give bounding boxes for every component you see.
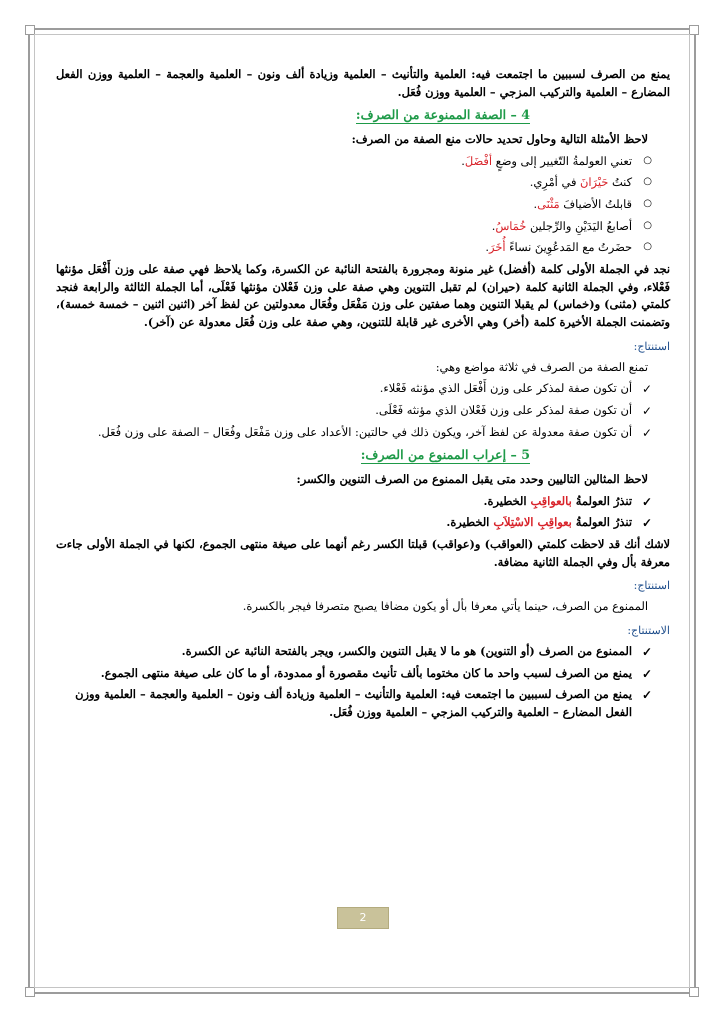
section5-heading-text: 5 – إعراب الممنوع من الصرف: — [360, 447, 530, 463]
conclusion-item: ✓ أن تكون صفة معدولة عن لفظ آخر، ويكون ذلك في حالتين: الأعداد على وزن مَفْعَل وفُعَال – الصفة على وزن فُعَل. — [56, 424, 670, 442]
conclusion-item: ✓ الممنوع من الصرف (أو التنوين) هو ما لا يقبل التنوين والكسر، ويجر بالفتحة النائبة عن الكسرة. — [56, 643, 670, 661]
intro-paragraph: يمنع من الصرف لسببين ما اجتمعت فيه: العلمية والتأنيث – العلمية وزيادة ألف ونون – العلمية والعجمة – العلمية ووزن الفعل المضارع – العلمية والتركيب المزجي – العلمية ووزن فُعَل. — [56, 67, 670, 99]
page-number: 2 — [337, 907, 389, 929]
section5-conclusion-text: الممنوع من الصرف، حينما يأتي معرفا بأل أو يكون مضافا يصبح متصرفا فيجر بالكسرة. — [242, 599, 648, 614]
section4-heading — [56, 105, 530, 125]
section4-conclusion-label: استنتاج: — [633, 339, 670, 353]
conclusion-item: ✓ أن تكون صفة لمذكر على وزن فَعْلان الذي مؤنثه فَعْلَى. — [56, 402, 670, 420]
conclusion-item: ✓ يمنع من الصرف لسبب واحد ما كان مختوما بألف تأنيث مقصورة أو ممدودة، أو ما كان على صيغة منتهى الجموع. — [56, 665, 670, 683]
section4-instruction: لاحظ الأمثلة التالية وحاول تحديد حالات منع الصفة من الصرف: — [351, 131, 648, 146]
example-item: ○ كنتُ حَيْرَانَ في أمْرِي. — [56, 174, 670, 192]
section4-heading-text: 4 – الصفة الممنوعة من الصرف: — [355, 107, 530, 123]
example-item: ✓ تنذرُ العولمةُ بعواقِبِ الاسْتِلاَبِ الخطيرة. — [56, 514, 670, 532]
section5-instruction: لاحظ المثالين التاليين وحدد متى يقبل الممنوع من الصرف التنوين والكسر: — [296, 471, 648, 486]
conclusion-item: ✓ يمنع من الصرف لسببين ما اجتمعت فيه: العلمية والتأنيث – العلمية وزيادة ألف ونون – العلمية والعجمة – العلمية ووزن الفعل المضارع – العلمية والتركيب المزجي – العلمية ووزن فُعَل. — [56, 686, 670, 721]
section5-examples — [56, 493, 670, 532]
example-item: ○ تعني العولمةُ التّغيير إلى وضعٍ أفْضَلَ. — [56, 153, 670, 171]
section4-conclusions — [56, 380, 670, 441]
final-conclusions — [56, 643, 670, 722]
border-corner — [25, 987, 35, 997]
border-corner — [25, 25, 35, 35]
section5-conclusion-label: استنتاج: — [633, 579, 670, 593]
document-body — [56, 66, 670, 726]
example-item: ○ قابلتُ الأضيافَ مَثْنَى. — [56, 196, 670, 214]
final-conclusion-label: الاستنتاج: — [627, 623, 670, 637]
section4-conclusion-intro: تمنع الصفة من الصرف في ثلاثة مواضع وهي: — [435, 359, 648, 374]
example-item: ✓ تنذرُ العولمةُ بالعواقِبِ الخطيرة. — [56, 493, 670, 511]
example-item: ○ أصابعُ اليَدَيْنِ والرِّجلين خُمَاسُ. — [56, 218, 670, 236]
section5-heading — [56, 445, 530, 465]
example-item: ○ حضَرتُ مع المَدعُوِينَ نساءً أُخَرَ. — [56, 239, 670, 257]
border-corner — [689, 987, 699, 997]
section5-explanation: لاشك أنك قد لاحظت كلمتي (العواقب) و(عواقب) قبلتا الكسر رغم أنهما على صيغة منتهى الجموع، لكنها في الجملة الأولى جاءت معرفة بأل وفي الجملة الثانية مضافة. — [56, 536, 670, 569]
section4-examples — [56, 153, 670, 257]
section4-explanation: نجد في الجملة الأولى كلمة (أفضل) غير منونة ومجرورة بالفتحة النائبة عن الكسرة، وكما يلاحظ فهي صفة على وزن أَفْعَل مؤنثها فَعْلاء، وفي الجملة الثانية كلمة (حيران) لم تقبل التنوين وهي صفة على وزن فَعْلان مؤنثها فَعْلَى، أما الجملة الثالثة والرابعة فنجد كلمتي (مثنى) و(خماس) لم يقبلا التنوين وهما صفتين على وزن مَفْعَل وفُعَال معدولتين عن لفظ آخر (اثنين اثنين – خمسة خمسة)، وتضمنت الجملة الأخيرة كلمة (أخر) وهي الأخرى غير قابلة للتنوين، وهي صفة على وزن فُعَل معدولة عن (آخر). — [56, 261, 670, 329]
conclusion-item: ✓ أن تكون صفة لمذكر على وزن أَفْعَل الذي مؤنثه فَعْلاء. — [56, 380, 670, 398]
border-corner — [689, 25, 699, 35]
